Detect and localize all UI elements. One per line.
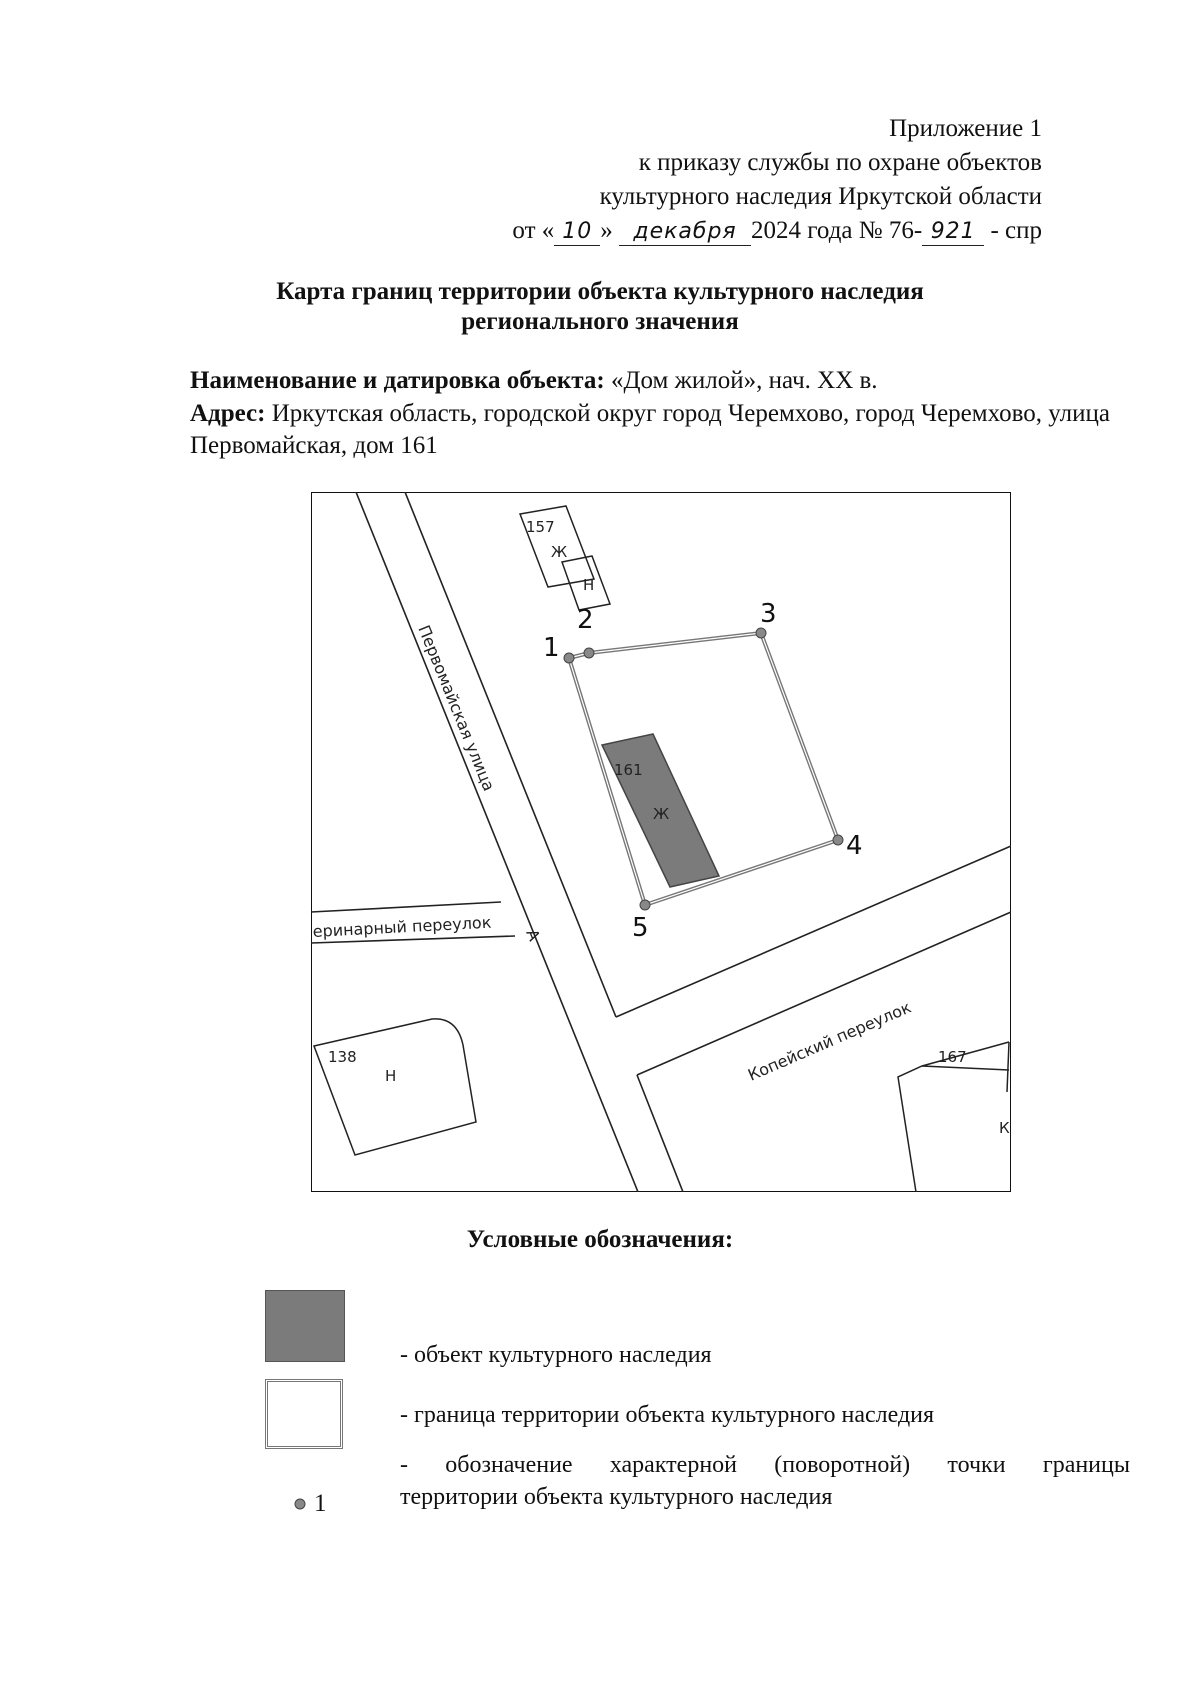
building-161-number: 161 <box>614 761 643 779</box>
legend-point-icon <box>290 1494 310 1514</box>
turning-point-2 <box>584 648 594 658</box>
building-161-type: Ж <box>653 805 670 823</box>
point-label-2: 2 <box>577 605 594 635</box>
legend-point-text-line-2: территории объекта культурного наследия <box>400 1484 833 1510</box>
date-month-handwritten: декабря <box>619 219 751 246</box>
order-suffix: - спр <box>990 217 1042 244</box>
legend-point-symbol <box>290 1490 327 1518</box>
building-167-number: 167 <box>938 1048 967 1066</box>
appendix-line-1: Приложение 1 <box>889 115 1042 142</box>
boundary-map <box>311 492 1011 1192</box>
point-label-4: 4 <box>846 831 863 861</box>
building-138-number: 138 <box>328 1048 357 1066</box>
date-prefix: от « <box>512 217 555 244</box>
legend-point-text-line-1: - обозначение характерной (поворотной) точки границы <box>400 1452 1130 1478</box>
point-label-5: 5 <box>632 913 649 943</box>
address-value: Иркутская область, городской округ город Черемхово, город Черемхово, улица Первомайская, дом 161 <box>190 400 1110 459</box>
building-138-type: Н <box>385 1067 397 1085</box>
building-157-type: Ж <box>551 543 568 561</box>
pervomayskaya-street-label: Первомайская улица <box>414 622 499 794</box>
turning-point-1 <box>564 653 574 663</box>
legend-title: Условные обозначения: <box>466 1226 734 1253</box>
legend-heritage-object-swatch <box>265 1290 345 1362</box>
object-name-value: «Дом жилой», нач. XX в. <box>610 367 878 394</box>
date-day-handwritten: 10 <box>554 219 600 246</box>
legend-point-label: 1 <box>314 1490 327 1517</box>
building-n-type: Н <box>583 576 595 594</box>
map-title-line-2: регионального значения <box>461 308 739 335</box>
turning-point-5 <box>640 900 650 910</box>
building-167-type: К <box>999 1119 1010 1137</box>
building-157-number: 157 <box>526 518 555 536</box>
order-number-handwritten: 921 <box>922 219 984 246</box>
road-letter-label: А <box>522 926 545 944</box>
date-quote-close: » <box>600 217 613 244</box>
turning-point-4 <box>833 835 843 845</box>
point-label-1: 1 <box>543 633 560 663</box>
appendix-line-2: к приказу службы по охране объектов <box>638 149 1042 176</box>
legend-heritage-object-text: - объект культурного наследия <box>400 1342 712 1368</box>
turning-point-3 <box>756 628 766 638</box>
address-label: Адрес: <box>190 400 266 427</box>
object-name-label: Наименование и датировка объекта: <box>190 367 605 394</box>
veterinarny-lane-label: еринарный переулок <box>312 912 492 941</box>
order-date-line <box>512 214 1042 248</box>
map-title-line-1: Карта границ территории объекта культурного наследия <box>276 278 924 305</box>
kopeisky-lane-label: Копейский переулок <box>745 997 914 1085</box>
point-label-3: 3 <box>760 599 777 629</box>
legend-boundary-text: - граница территории объекта культурного наследия <box>400 1402 935 1428</box>
object-name-line <box>190 365 1140 397</box>
object-address <box>190 398 1140 462</box>
legend-boundary-swatch <box>265 1379 343 1449</box>
date-year-text: 2024 года № 76- <box>751 217 923 244</box>
appendix-line-3: культурного наследия Иркутской области <box>599 183 1042 210</box>
